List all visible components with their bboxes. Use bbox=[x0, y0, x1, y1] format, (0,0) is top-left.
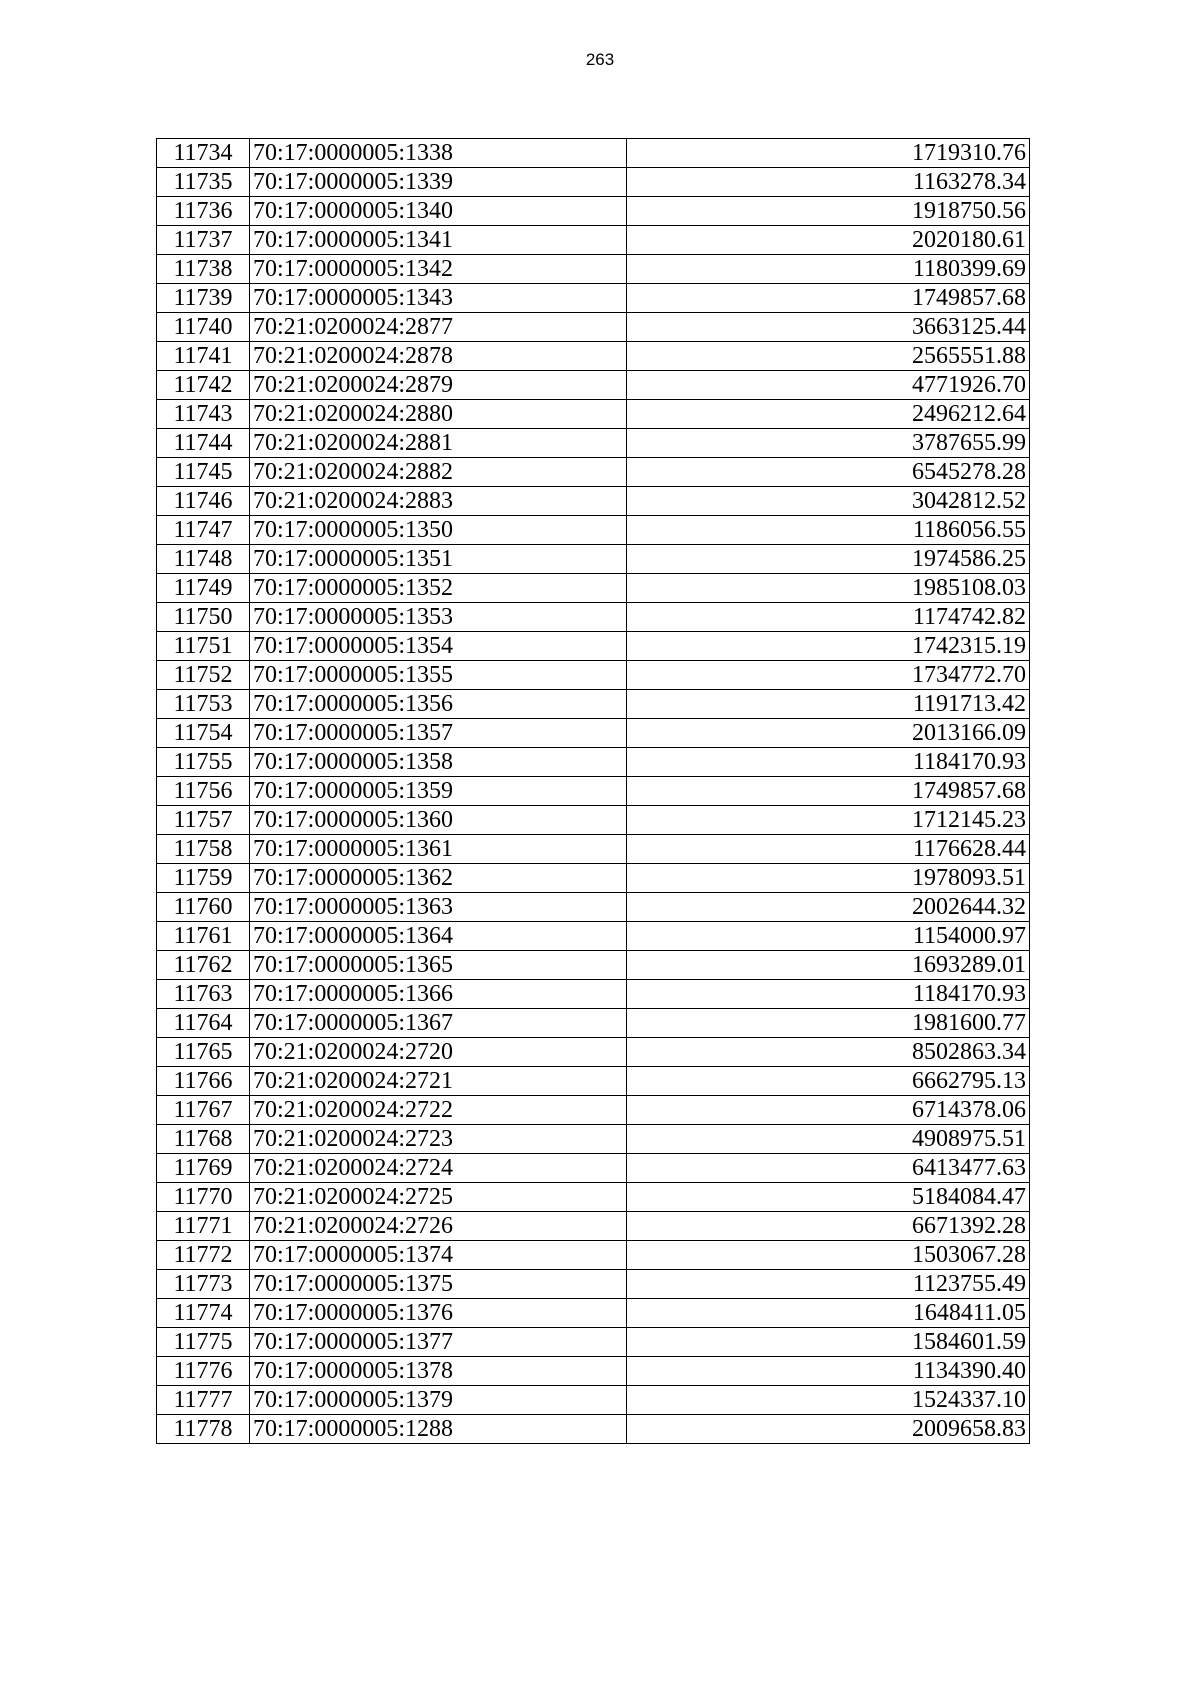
row-number-cell: 11765 bbox=[157, 1038, 250, 1067]
cadastral-number-cell: 70:21:0200024:2721 bbox=[250, 1067, 627, 1096]
cadastral-number-cell: 70:17:0000005:1360 bbox=[250, 806, 627, 835]
row-number-cell: 11772 bbox=[157, 1241, 250, 1270]
cadastral-number-cell: 70:17:0000005:1288 bbox=[250, 1415, 627, 1444]
row-number-cell: 11773 bbox=[157, 1270, 250, 1299]
cadastral-value-cell: 1693289.01 bbox=[627, 951, 1030, 980]
table-row bbox=[157, 1212, 1030, 1241]
cadastral-number-cell: 70:17:0000005:1379 bbox=[250, 1386, 627, 1415]
row-number-cell: 11753 bbox=[157, 690, 250, 719]
cadastral-number-cell: 70:21:0200024:2724 bbox=[250, 1154, 627, 1183]
row-number-cell: 11739 bbox=[157, 284, 250, 313]
cadastral-value-cell: 1749857.68 bbox=[627, 777, 1030, 806]
table-row bbox=[157, 516, 1030, 545]
cadastral-number-cell: 70:17:0000005:1378 bbox=[250, 1357, 627, 1386]
table-row bbox=[157, 1009, 1030, 1038]
cadastral-value-cell: 6714378.06 bbox=[627, 1096, 1030, 1125]
cadastral-number-cell: 70:17:0000005:1358 bbox=[250, 748, 627, 777]
cadastral-number-cell: 70:21:0200024:2881 bbox=[250, 429, 627, 458]
cadastral-value-table bbox=[156, 138, 1030, 1444]
row-number-cell: 11735 bbox=[157, 168, 250, 197]
cadastral-number-cell: 70:17:0000005:1340 bbox=[250, 197, 627, 226]
row-number-cell: 11755 bbox=[157, 748, 250, 777]
table-row bbox=[157, 690, 1030, 719]
table-row bbox=[157, 1125, 1030, 1154]
row-number-cell: 11769 bbox=[157, 1154, 250, 1183]
cadastral-number-cell: 70:21:0200024:2722 bbox=[250, 1096, 627, 1125]
table-row bbox=[157, 255, 1030, 284]
row-number-cell: 11740 bbox=[157, 313, 250, 342]
row-number-cell: 11764 bbox=[157, 1009, 250, 1038]
cadastral-number-cell: 70:21:0200024:2877 bbox=[250, 313, 627, 342]
cadastral-value-cell: 1981600.77 bbox=[627, 1009, 1030, 1038]
table-row bbox=[157, 1299, 1030, 1328]
cadastral-value-cell: 1123755.49 bbox=[627, 1270, 1030, 1299]
table-row bbox=[157, 371, 1030, 400]
row-number-cell: 11734 bbox=[157, 139, 250, 168]
row-number-cell: 11770 bbox=[157, 1183, 250, 1212]
row-number-cell: 11737 bbox=[157, 226, 250, 255]
table-row bbox=[157, 197, 1030, 226]
cadastral-number-cell: 70:17:0000005:1356 bbox=[250, 690, 627, 719]
table-row bbox=[157, 226, 1030, 255]
cadastral-number-cell: 70:21:0200024:2723 bbox=[250, 1125, 627, 1154]
table-row bbox=[157, 748, 1030, 777]
cadastral-number-cell: 70:17:0000005:1351 bbox=[250, 545, 627, 574]
cadastral-number-cell: 70:21:0200024:2882 bbox=[250, 458, 627, 487]
cadastral-number-cell: 70:17:0000005:1366 bbox=[250, 980, 627, 1009]
row-number-cell: 11741 bbox=[157, 342, 250, 371]
row-number-cell: 11754 bbox=[157, 719, 250, 748]
cadastral-number-cell: 70:17:0000005:1364 bbox=[250, 922, 627, 951]
row-number-cell: 11761 bbox=[157, 922, 250, 951]
cadastral-value-cell: 1749857.68 bbox=[627, 284, 1030, 313]
cadastral-number-cell: 70:21:0200024:2880 bbox=[250, 400, 627, 429]
cadastral-number-cell: 70:17:0000005:1354 bbox=[250, 632, 627, 661]
cadastral-number-cell: 70:21:0200024:2878 bbox=[250, 342, 627, 371]
cadastral-value-cell: 2565551.88 bbox=[627, 342, 1030, 371]
table-row bbox=[157, 1386, 1030, 1415]
cadastral-value-cell: 1648411.05 bbox=[627, 1299, 1030, 1328]
cadastral-number-cell: 70:17:0000005:1374 bbox=[250, 1241, 627, 1270]
row-number-cell: 11745 bbox=[157, 458, 250, 487]
table-row bbox=[157, 980, 1030, 1009]
cadastral-value-cell: 4771926.70 bbox=[627, 371, 1030, 400]
table-row bbox=[157, 313, 1030, 342]
row-number-cell: 11760 bbox=[157, 893, 250, 922]
table-row bbox=[157, 603, 1030, 632]
row-number-cell: 11766 bbox=[157, 1067, 250, 1096]
row-number-cell: 11768 bbox=[157, 1125, 250, 1154]
cadastral-value-cell: 2009658.83 bbox=[627, 1415, 1030, 1444]
row-number-cell: 11763 bbox=[157, 980, 250, 1009]
row-number-cell: 11747 bbox=[157, 516, 250, 545]
cadastral-value-cell: 1974586.25 bbox=[627, 545, 1030, 574]
cadastral-value-cell: 3042812.52 bbox=[627, 487, 1030, 516]
table-body bbox=[157, 139, 1030, 1444]
row-number-cell: 11751 bbox=[157, 632, 250, 661]
cadastral-value-cell: 2002644.32 bbox=[627, 893, 1030, 922]
table-row bbox=[157, 719, 1030, 748]
cadastral-number-cell: 70:17:0000005:1342 bbox=[250, 255, 627, 284]
cadastral-value-cell: 1712145.23 bbox=[627, 806, 1030, 835]
cadastral-number-cell: 70:17:0000005:1353 bbox=[250, 603, 627, 632]
table-row bbox=[157, 429, 1030, 458]
cadastral-number-cell: 70:17:0000005:1341 bbox=[250, 226, 627, 255]
cadastral-value-cell: 3663125.44 bbox=[627, 313, 1030, 342]
table-row bbox=[157, 1096, 1030, 1125]
cadastral-value-cell: 1524337.10 bbox=[627, 1386, 1030, 1415]
table-row bbox=[157, 922, 1030, 951]
cadastral-value-cell: 1176628.44 bbox=[627, 835, 1030, 864]
cadastral-number-cell: 70:17:0000005:1377 bbox=[250, 1328, 627, 1357]
cadastral-value-cell: 1184170.93 bbox=[627, 980, 1030, 1009]
table-row bbox=[157, 400, 1030, 429]
cadastral-value-cell: 2013166.09 bbox=[627, 719, 1030, 748]
cadastral-value-cell: 1985108.03 bbox=[627, 574, 1030, 603]
cadastral-number-cell: 70:17:0000005:1363 bbox=[250, 893, 627, 922]
table-row bbox=[157, 1270, 1030, 1299]
table-row bbox=[157, 1328, 1030, 1357]
row-number-cell: 11774 bbox=[157, 1299, 250, 1328]
row-number-cell: 11758 bbox=[157, 835, 250, 864]
cadastral-value-cell: 2020180.61 bbox=[627, 226, 1030, 255]
table-row bbox=[157, 284, 1030, 313]
table-row bbox=[157, 777, 1030, 806]
table-row bbox=[157, 458, 1030, 487]
table-row bbox=[157, 661, 1030, 690]
row-number-cell: 11759 bbox=[157, 864, 250, 893]
table-row bbox=[157, 342, 1030, 371]
cadastral-value-cell: 1978093.51 bbox=[627, 864, 1030, 893]
cadastral-number-cell: 70:17:0000005:1343 bbox=[250, 284, 627, 313]
cadastral-number-cell: 70:17:0000005:1362 bbox=[250, 864, 627, 893]
cadastral-value-cell: 1154000.97 bbox=[627, 922, 1030, 951]
table-row bbox=[157, 632, 1030, 661]
cadastral-value-cell: 4908975.51 bbox=[627, 1125, 1030, 1154]
row-number-cell: 11748 bbox=[157, 545, 250, 574]
cadastral-number-cell: 70:17:0000005:1367 bbox=[250, 1009, 627, 1038]
row-number-cell: 11775 bbox=[157, 1328, 250, 1357]
cadastral-value-cell: 1180399.69 bbox=[627, 255, 1030, 284]
cadastral-number-cell: 70:17:0000005:1376 bbox=[250, 1299, 627, 1328]
row-number-cell: 11778 bbox=[157, 1415, 250, 1444]
table-row bbox=[157, 1038, 1030, 1067]
table-row bbox=[157, 168, 1030, 197]
table-row bbox=[157, 487, 1030, 516]
cadastral-value-cell: 1163278.34 bbox=[627, 168, 1030, 197]
row-number-cell: 11743 bbox=[157, 400, 250, 429]
cadastral-number-cell: 70:17:0000005:1365 bbox=[250, 951, 627, 980]
row-number-cell: 11776 bbox=[157, 1357, 250, 1386]
row-number-cell: 11736 bbox=[157, 197, 250, 226]
cadastral-value-cell: 3787655.99 bbox=[627, 429, 1030, 458]
table-row bbox=[157, 806, 1030, 835]
cadastral-number-cell: 70:17:0000005:1350 bbox=[250, 516, 627, 545]
cadastral-value-cell: 1503067.28 bbox=[627, 1241, 1030, 1270]
cadastral-value-cell: 2496212.64 bbox=[627, 400, 1030, 429]
table-row bbox=[157, 1241, 1030, 1270]
table-row bbox=[157, 1154, 1030, 1183]
cadastral-number-cell: 70:21:0200024:2720 bbox=[250, 1038, 627, 1067]
table-row bbox=[157, 139, 1030, 168]
cadastral-number-cell: 70:21:0200024:2883 bbox=[250, 487, 627, 516]
table-row bbox=[157, 1415, 1030, 1444]
cadastral-number-cell: 70:21:0200024:2725 bbox=[250, 1183, 627, 1212]
cadastral-value-cell: 1191713.42 bbox=[627, 690, 1030, 719]
table-row bbox=[157, 545, 1030, 574]
cadastral-number-cell: 70:17:0000005:1339 bbox=[250, 168, 627, 197]
row-number-cell: 11756 bbox=[157, 777, 250, 806]
cadastral-value-cell: 1719310.76 bbox=[627, 139, 1030, 168]
row-number-cell: 11762 bbox=[157, 951, 250, 980]
cadastral-value-cell: 6413477.63 bbox=[627, 1154, 1030, 1183]
table-row bbox=[157, 1183, 1030, 1212]
cadastral-number-cell: 70:21:0200024:2879 bbox=[250, 371, 627, 400]
cadastral-value-cell: 8502863.34 bbox=[627, 1038, 1030, 1067]
table-row bbox=[157, 1067, 1030, 1096]
cadastral-value-cell: 1734772.70 bbox=[627, 661, 1030, 690]
row-number-cell: 11757 bbox=[157, 806, 250, 835]
row-number-cell: 11738 bbox=[157, 255, 250, 284]
cadastral-value-cell: 5184084.47 bbox=[627, 1183, 1030, 1212]
row-number-cell: 11750 bbox=[157, 603, 250, 632]
table-row bbox=[157, 864, 1030, 893]
table-row bbox=[157, 835, 1030, 864]
row-number-cell: 11767 bbox=[157, 1096, 250, 1125]
cadastral-value-cell: 1742315.19 bbox=[627, 632, 1030, 661]
table-row bbox=[157, 951, 1030, 980]
cadastral-number-cell: 70:17:0000005:1338 bbox=[250, 139, 627, 168]
cadastral-value-cell: 6671392.28 bbox=[627, 1212, 1030, 1241]
row-number-cell: 11742 bbox=[157, 371, 250, 400]
table-row bbox=[157, 893, 1030, 922]
row-number-cell: 11771 bbox=[157, 1212, 250, 1241]
cadastral-number-cell: 70:17:0000005:1352 bbox=[250, 574, 627, 603]
cadastral-value-cell: 1918750.56 bbox=[627, 197, 1030, 226]
cadastral-value-cell: 1584601.59 bbox=[627, 1328, 1030, 1357]
row-number-cell: 11752 bbox=[157, 661, 250, 690]
row-number-cell: 11749 bbox=[157, 574, 250, 603]
cadastral-value-cell: 6545278.28 bbox=[627, 458, 1030, 487]
page-number: 263 bbox=[585, 50, 615, 69]
cadastral-value-cell: 1186056.55 bbox=[627, 516, 1030, 545]
cadastral-value-cell: 1174742.82 bbox=[627, 603, 1030, 632]
table-row bbox=[157, 574, 1030, 603]
row-number-cell: 11744 bbox=[157, 429, 250, 458]
cadastral-value-cell: 1134390.40 bbox=[627, 1357, 1030, 1386]
cadastral-number-cell: 70:17:0000005:1357 bbox=[250, 719, 627, 748]
cadastral-number-cell: 70:17:0000005:1375 bbox=[250, 1270, 627, 1299]
row-number-cell: 11777 bbox=[157, 1386, 250, 1415]
cadastral-value-cell: 6662795.13 bbox=[627, 1067, 1030, 1096]
cadastral-number-cell: 70:17:0000005:1361 bbox=[250, 835, 627, 864]
row-number-cell: 11746 bbox=[157, 487, 250, 516]
cadastral-value-cell: 1184170.93 bbox=[627, 748, 1030, 777]
table-row bbox=[157, 1357, 1030, 1386]
cadastral-number-cell: 70:17:0000005:1359 bbox=[250, 777, 627, 806]
cadastral-number-cell: 70:17:0000005:1355 bbox=[250, 661, 627, 690]
cadastral-number-cell: 70:21:0200024:2726 bbox=[250, 1212, 627, 1241]
